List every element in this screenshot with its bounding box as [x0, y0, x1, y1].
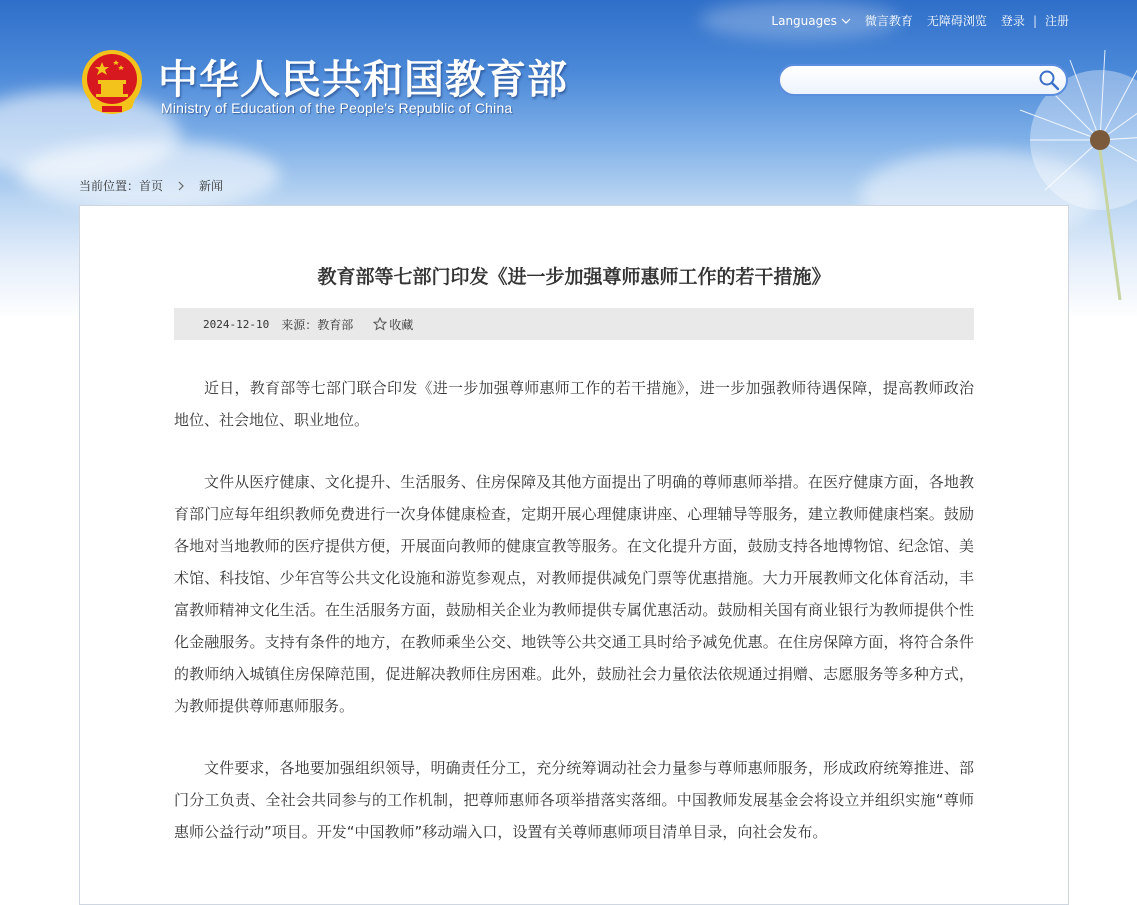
breadcrumb-label: 当前位置：	[79, 179, 140, 193]
weiyan-link[interactable]: 微言教育	[864, 14, 913, 28]
chevron-right-icon	[175, 180, 187, 192]
top-links	[771, 12, 1069, 29]
article-title: 教育部等七部门印发《进一步加强尊师惠师工作的若干措施》	[317, 266, 831, 288]
favorite-button[interactable]	[373, 316, 413, 333]
breadcrumb-home-link[interactable]: 首页	[139, 179, 164, 193]
chevron-down-icon	[841, 16, 851, 26]
search-input[interactable]	[790, 70, 1034, 92]
article-body	[174, 372, 974, 878]
article-panel	[79, 205, 1069, 905]
article-date: 2024-12-10	[203, 317, 270, 331]
article-meta-bar	[174, 308, 974, 340]
national-emblem-icon[interactable]	[80, 48, 144, 116]
search-icon[interactable]	[1038, 69, 1060, 91]
article-paragraph: 近日，教育部等七部门联合印发《进一步加强尊师惠师工作的若干措施》，进一步加强教师待遇保障，提高教师政治地位、社会地位、职业地位。	[174, 379, 974, 429]
site-title[interactable]: 中华人民共和国教育部	[158, 57, 568, 103]
login-link[interactable]: 登录	[1000, 14, 1025, 28]
login-register-divider: |	[1032, 13, 1037, 28]
favorite-label: 收藏	[389, 317, 414, 332]
accessibility-link[interactable]: 无障碍浏览	[926, 14, 987, 28]
register-link[interactable]: 注册	[1044, 14, 1069, 28]
languages-menu[interactable]	[771, 14, 850, 28]
site-subtitle: Ministry of Education of the People's Republic of China	[161, 100, 513, 116]
breadcrumb-current[interactable]: 新闻	[199, 179, 224, 193]
breadcrumb	[79, 177, 223, 194]
search-box	[778, 64, 1068, 96]
languages-label: Languages	[771, 13, 837, 28]
article-paragraph: 文件从医疗健康、文化提升、生活服务、住房保障及其他方面提出了明确的尊师惠师举措。在医疗健康方面，各地教育部门应每年组织教师免费进行一次身体健康检查，定期开展心理健康讲座、心理辅导等服务，建立教师健康档案。鼓励各地对当地教师的医疗提供方便，开展面向教师的健康宣教等服务。在文化提升方面，鼓励支持各地博物馆、纪念馆、美术馆、科技馆、少年宫等公共文化设施和游览参观点，对教师提供减免门票等优惠措施。大力开展教师文化体育活动，丰富教师精神文化生活。在生活服务方面，鼓励相关企业为教师提供专属优惠活动。鼓励相关国有商业银行为教师提供个性化金融服务。支持有条件的地方，在教师乘坐公交、地铁等公共交通工具时给予减免优惠。在住房保障方面，将符合条件的教师纳入城镇住房保障范围，促进解决教师住房困难。此外，鼓励社会力量依法依规通过捐赠、志愿服务等多种方式，为教师提供尊师惠师服务。	[174, 473, 974, 715]
article-paragraph: 文件要求，各地要加强组织领导，明确责任分工，充分统筹调动社会力量参与尊师惠师服务，形成政府统筹推进、部门分工负责、全社会共同参与的工作机制，把尊师惠师各项举措落实落细。中国教师发展基金会将设立并组织实施“尊师惠师公益行动”项目。开发“中国教师”移动端入口，设置有关尊师惠师项目清单目录，向社会发布。	[174, 759, 974, 841]
article-source: 来源：教育部	[281, 317, 354, 332]
star-outline-icon	[373, 317, 387, 331]
